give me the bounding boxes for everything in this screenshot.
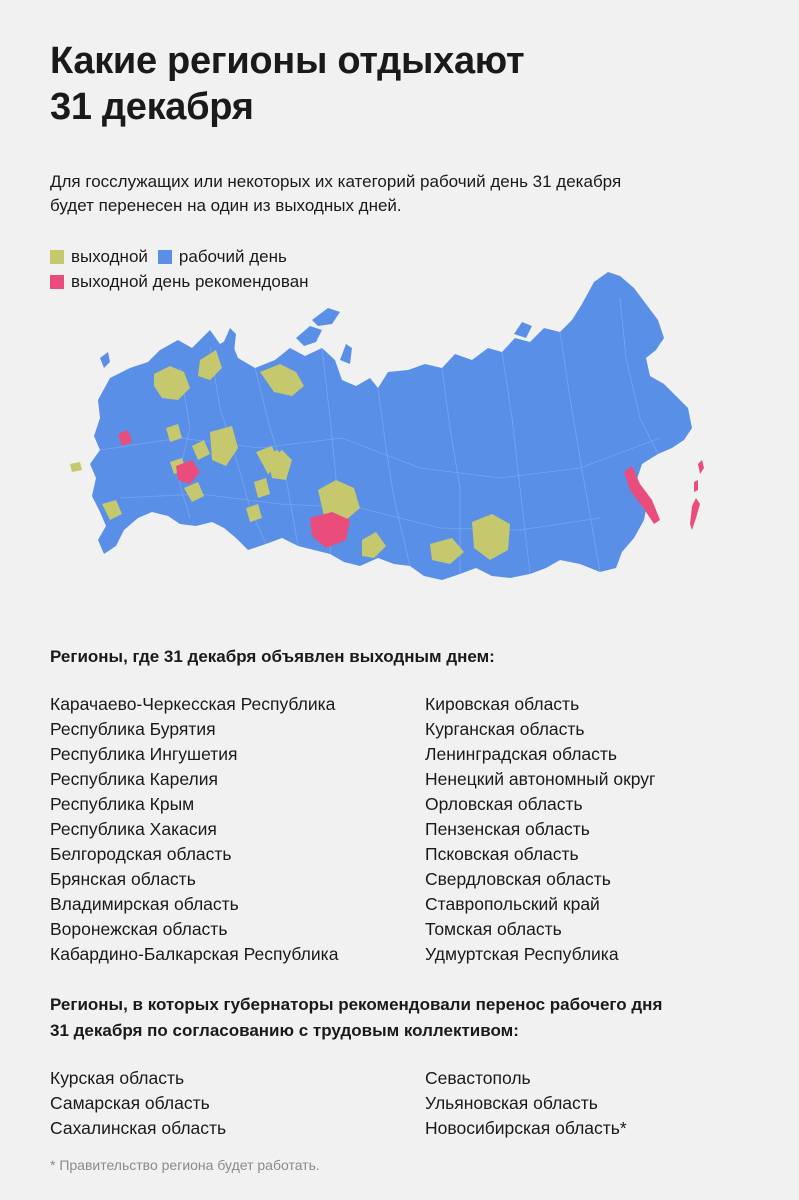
day-off-swatch [50, 250, 64, 264]
section1-heading: Регионы, где 31 декабря объявлен выходным днем: [50, 647, 495, 666]
list-item: Республика Хакасия [50, 819, 217, 839]
title-line-2: 31 декабря [50, 86, 254, 128]
list-item: Республика Ингушетия [50, 744, 238, 764]
recommended-list-left [50, 1066, 226, 1141]
list-item: Ненецкий автономный округ [425, 769, 656, 789]
list-item: Самарская область [50, 1093, 210, 1113]
list-item: Республика Бурятия [50, 719, 216, 739]
section2-heading-line-1: Регионы, в которых губернаторы рекомендовали перенос рабочего дня [50, 995, 663, 1014]
list-item: Курская область [50, 1068, 185, 1088]
subtitle-line-2: будет перенесен на один из выходных дней. [50, 196, 402, 215]
section2-heading-line-2: 31 декабря по согласованию с трудовым коллективом: [50, 1021, 519, 1040]
list-item: Ленинградская область [425, 744, 618, 764]
recommended-list-right [425, 1066, 627, 1141]
list-item: Брянская область [50, 869, 196, 889]
list-item: Орловская область [425, 794, 583, 814]
list-item: Ульяновская область [425, 1093, 598, 1113]
list-item: Ставропольский край [425, 894, 600, 914]
section2-heading [50, 992, 750, 1044]
list-item: Владимирская область [50, 894, 239, 914]
map-workday-body [90, 272, 692, 580]
list-item: Сахалинская область [50, 1118, 227, 1138]
page-title [50, 38, 750, 130]
list-item: Свердловская область [425, 869, 611, 889]
list-item: Воронежская область [50, 919, 228, 939]
russia-regions-map [60, 268, 720, 598]
legend-workday-label: рабочий день [178, 247, 287, 266]
list-item: Удмуртская Республика [425, 944, 619, 964]
list-item: Новосибирская область* [425, 1118, 627, 1138]
title-line-1: Какие регионы отдыхают [50, 40, 525, 82]
subtitle-line-1: Для госслужащих или некоторых их категорий рабочий день 31 декабря [50, 172, 622, 191]
legend-day-off [50, 244, 148, 269]
list-item: Республика Крым [50, 794, 195, 814]
list-item: Кировская область [425, 694, 580, 714]
list-item: Карачаево-Черкесская Республика [50, 694, 336, 714]
list-item: Курганская область [425, 719, 585, 739]
day-off-list-left [50, 692, 338, 967]
footnote: * Правительство региона будет работать. [50, 1157, 320, 1173]
workday-swatch [158, 250, 172, 264]
list-item: Белгородская область [50, 844, 232, 864]
list-item: Республика Карелия [50, 769, 218, 789]
day-off-list-right [425, 692, 655, 967]
list-item: Севастополь [425, 1068, 531, 1088]
list-item: Кабардино-Балкарская Республика [50, 944, 339, 964]
list-item: Пензенская область [425, 819, 590, 839]
legend-recommended-label: выходной день рекомендован [71, 272, 309, 291]
list-item: Томская область [425, 919, 562, 939]
legend-day-off-label: выходной [71, 247, 148, 266]
subtitle [50, 170, 750, 218]
list-item: Псковская область [425, 844, 579, 864]
legend-workday [158, 244, 287, 269]
